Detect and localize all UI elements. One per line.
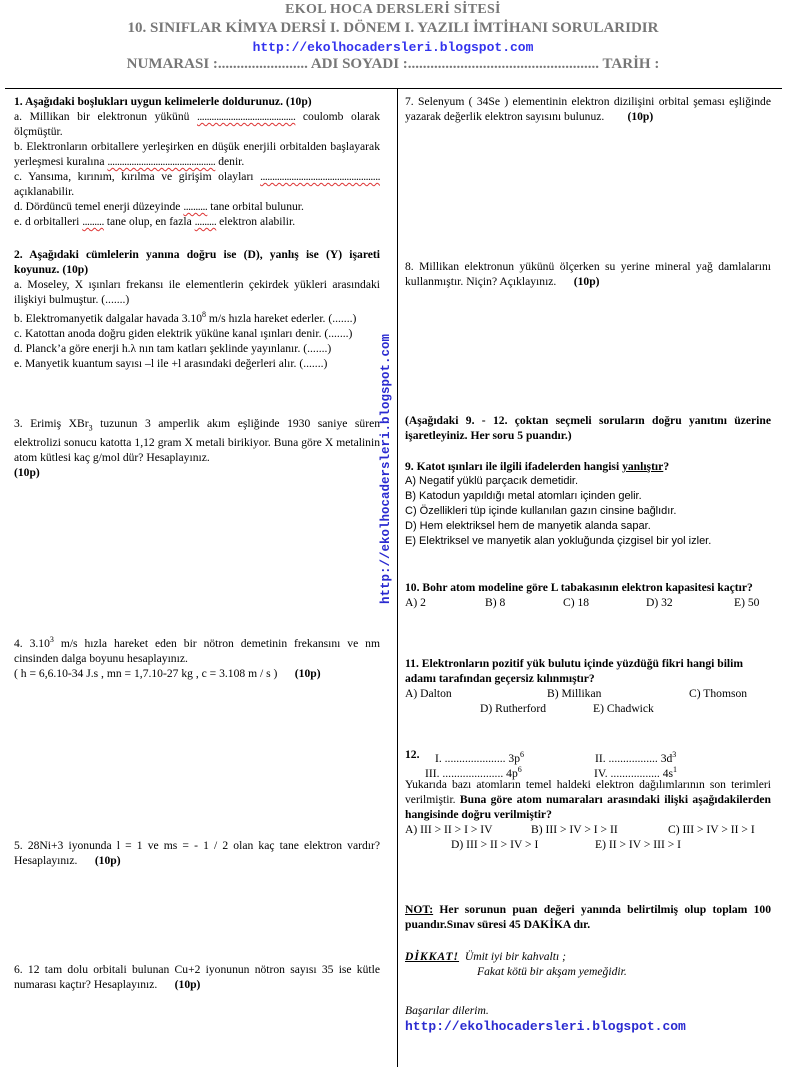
q6-points: (10p) — [174, 978, 201, 991]
vertical-url: http://ekolhocadersleri.blogspot.com — [379, 333, 393, 604]
q12-term-3-sup: 6 — [517, 765, 522, 774]
q12-term-1: I. ..................... 3p — [435, 751, 521, 765]
q11-option-a[interactable]: A) Dalton — [405, 687, 452, 700]
site-title: EKOL HOCA DERSLERİ SİTESİ — [285, 2, 501, 17]
q1-b-part2: denir. — [215, 155, 245, 168]
q1-title: 1. Aşağıdaki boşlukları uygun kelimelerle doldurunuz. (10p) — [14, 95, 312, 108]
q1-d-part1: d. Dördüncü temel enerji düzeyinde — [14, 200, 184, 213]
question-9 — [405, 459, 771, 549]
question-2 — [14, 247, 380, 371]
q9-option-e[interactable]: E) Elektriksel ve manyetik alan yokluğunda çizgisel bir yol izler. — [405, 535, 712, 547]
q11-option-b[interactable]: B) Millikan — [547, 687, 602, 700]
q1-d-part2: tane orbital bulunur. — [207, 200, 304, 213]
q4-constants: ( h = 6,6.10-34 J.s , mn = 1,7.10-27 kg , c = 3.108 m / s ) — [14, 666, 278, 680]
question-11 — [405, 656, 771, 716]
question-1: 1. Aşağıdaki boşlukları uygun kelimelerle doldurunuz. (10p) a. Millikan bir elektronun yükünü ......................................... coulomb olarak ölçmüştür. b. Elektronların orbitallere yerleşirken en düşük enerjili orbitalden başlayarak yerleşmesi kuralına ............................................. denir. c. Yansıma, kırınım, kırılma ve girişim olayları .................................................. açıklanabilir. d. Dördüncü temel enerji düzeyinde .......... tane orbital bulunur. e. d orbitalleri ......... tane olup, en fazla ......... elektron alabilir. — [14, 95, 380, 228]
q12-option-d[interactable]: D) III > II > IV > I — [451, 838, 539, 851]
q12-text-a: Yukarıda bazı atomların temel haldeki elektron dağılımlarının son terimleri verilmiştir. — [405, 778, 771, 806]
q12-term-1-sup: 6 — [520, 750, 525, 759]
q1-e-part3: elektron alabilir. — [216, 215, 296, 228]
q9-title-part2: ? — [663, 460, 670, 473]
q4-sup: 3 — [49, 635, 54, 644]
q3-points: (10p) — [14, 466, 40, 480]
q11-option-d[interactable]: D) Rutherford — [480, 702, 547, 715]
dikkat-line-1: Ümit iyi bir kahvaltı ; — [464, 950, 566, 963]
q12-text-b: Buna göre atom numaraları arasındaki ilişki aşağıdakilerden hangisinde doğru verilmiştir? — [405, 793, 771, 821]
q11-title: 11. Elektronların pozitif yük bulutu içinde yüzdüğü fikri hangi bilim adamı tarafından geçersiz kılınmıştır? — [405, 657, 744, 685]
student-info-line: NUMARASI :........................ ADI SOYADI :................................................... TARİH : — [126, 56, 660, 72]
q12-option-a[interactable]: A) III > II > I > IV — [405, 823, 493, 836]
closing-text: Başarılar dilerim. — [405, 1004, 489, 1017]
q1-e-part2: tane olup, en fazla — [103, 215, 195, 228]
q9-option-c[interactable]: C) Özellikleri tüp içinde kullanılan gazın cinsine bağlıdır. — [405, 505, 677, 517]
q10-title: 10. Bohr atom modeline göre L tabakasının elektron kapasitesi kaçtır? — [405, 581, 753, 594]
q9-option-b[interactable]: B) Katodun yapıldığı metal atomları içinden gelir. — [405, 490, 642, 502]
q12-number: 12. — [405, 748, 420, 761]
q1-a-part1: a. Millikan bir elektronun yükünü — [14, 110, 197, 123]
q12-option-b[interactable]: B) III > IV > I > II — [531, 823, 618, 836]
mc-instruction — [405, 413, 771, 443]
q3-text-part2: tuzunun 3 amperlik akım eşliğinde 1930 saniye süren elektrolizi sonucu katotta 1,12 gram X metali birikiyor. Buna göre X metalinin atom kütlesi kaç g/mol dür? Hesaplayınız. — [14, 417, 381, 465]
note-label: NOT: — [405, 903, 434, 916]
exam-title: 10. SINIFLAR KİMYA DERSİ I. DÖNEM I. YAZILI İMTİHANI SORULARIDIR — [127, 20, 659, 36]
bottom-url[interactable]: http://ekolhocadersleri.blogspot.com — [405, 1019, 686, 1034]
question-8 — [405, 259, 771, 289]
q2-a: a. Moseley, X ışınları frekansı ile elementlerin çekirdek yükleri arasındaki ilişkiyi bulmuştur. (.......) — [14, 278, 380, 306]
header-url[interactable]: http://ekolhocadersleri.blogspot.com — [252, 40, 534, 55]
q2-d: d. Planck’a göre enerji h.λ nın tam katları şeklinde yayınlanır. (.......) — [14, 341, 332, 355]
note-text: Her sorunun puan değeri yanında belirtilmiş olup toplam 100 puandır.Sınav süresi 45 DAKİKA dır. — [405, 903, 771, 931]
q11-option-e[interactable]: E) Chadwick — [593, 702, 654, 715]
q2-c: c. Katottan anoda doğru giden elektrik yüküne kanal ışınları denir. (.......) — [14, 326, 353, 340]
q4-text-part1: 4. 3.10 — [14, 636, 50, 650]
q5-text: 5. 28Ni+3 iyonunda l = 1 ve ms = - 1 / 2 olan kaç tane elektron vardır? Hesaplayınız. — [14, 839, 380, 867]
question-10 — [405, 580, 771, 610]
question-7 — [405, 94, 771, 124]
header-divider — [5, 88, 782, 89]
q12-option-c[interactable]: C) III > IV > II > I — [668, 823, 755, 836]
q7-text: 7. Selenyum ( 34Se ) elementinin elektron dizilişini orbital şeması eşliğinde yazarak değerlik elektron sayısını bulunuz. — [405, 95, 771, 123]
q4-points: (10p) — [294, 666, 321, 680]
q9-title-underlined: yanlıştır — [622, 460, 664, 473]
question-5 — [14, 838, 380, 868]
question-12 — [405, 747, 771, 852]
q9-title-part1: 9. Katot ışınları ile ilgili ifadelerden hangisi — [405, 460, 623, 473]
q3-sub: 3 — [88, 423, 93, 433]
q1-c-part2: açıklanabilir. — [14, 185, 75, 198]
q10-option-e[interactable]: E) 50 — [734, 596, 760, 609]
q8-text: 8. Millikan elektronun yükünü ölçerken su yerine mineral yağ damlalarını kullanmıştır. Niçin? Açıklayınız. — [405, 260, 771, 288]
note — [405, 902, 771, 932]
q12-term-4-sup: 1 — [673, 765, 678, 774]
dikkat-line-2: Fakat kötü bir akşam yemeğidir. — [477, 965, 627, 978]
q1-a-part2: coulomb olarak ölçmüştür. — [14, 110, 380, 138]
q6-text: 6. 12 tam dolu orbitali bulunan Cu+2 iyonunun nötron sayısı 35 ise kütle numarası kaçtır? Hesaplayınız. — [14, 963, 380, 991]
q2-e: e. Manyetik kuantum sayısı –l ile +l arasındaki değerleri alır. (.......) — [14, 356, 328, 370]
mc-instruction-text: (Aşağıdaki 9. - 12. çoktan seçmeli soruların doğru yanıtını üzerine işaretleyiniz. Her soru 5 puandır.) — [405, 414, 771, 442]
q11-option-c[interactable]: C) Thomson — [689, 687, 748, 700]
q2-b-part2: m/s hızla hareket ederler. (.......) — [206, 311, 357, 325]
q12-term-2-sup: 3 — [672, 750, 677, 759]
q1-e-part1: e. d orbitalleri — [14, 215, 83, 228]
question-3 — [14, 416, 380, 480]
q5-points: (10p) — [94, 854, 121, 867]
q12-term-2: II. ................. 3d — [595, 751, 673, 765]
column-divider — [397, 89, 398, 1067]
q10-option-b[interactable]: B) 8 — [485, 596, 506, 609]
question-6 — [14, 962, 380, 992]
q9-option-a[interactable]: A) Negatif yüklü parçacık demetidir. — [405, 475, 579, 487]
q1-b-part1: b. Elektronların orbitallere yerleşirken en düşük enerjili orbitalden başlayarak yerleşmesi kuralına — [14, 140, 380, 168]
q12-option-e[interactable]: E) II > IV > III > I — [595, 838, 682, 851]
q2-b-part1: b. Elektromanyetik dalgalar havada 3.10 — [14, 311, 203, 325]
q12-term-3: III. ..................... 4p — [425, 766, 518, 780]
q3-text-part1: 3. Erimiş XBr — [14, 417, 89, 430]
q10-option-a[interactable]: A) 2 — [405, 596, 426, 609]
q4-text-part2: m/s hızla hareket eden bir nötron demetinin frekansını ve nm cinsinden dalga boyunu hesaplayınız. — [14, 636, 380, 665]
question-4 — [14, 632, 380, 681]
dikkat-box — [405, 949, 771, 979]
q8-points: (10p) — [573, 275, 600, 288]
dikkat-label: DİKKAT! — [405, 950, 460, 963]
q12-term-4: IV. ................. 4s — [594, 766, 674, 780]
q2-title: 2. Aşağıdaki cümlelerin yanına doğru ise (D), yanlış ise (Y) işareti koyunuz. (10p) — [14, 248, 380, 276]
q7-points: (10p) — [627, 110, 654, 123]
q10-option-d[interactable]: D) 32 — [646, 596, 673, 609]
q10-option-c[interactable]: C) 18 — [563, 596, 590, 609]
q2-b-sup: 8 — [202, 310, 207, 319]
q1-c-part1: c. Yansıma, kırınım, kırılma ve girişim olayları — [14, 170, 261, 183]
q9-option-d[interactable]: D) Hem elektriksel hem de manyetik alanda sapar. — [405, 520, 651, 532]
